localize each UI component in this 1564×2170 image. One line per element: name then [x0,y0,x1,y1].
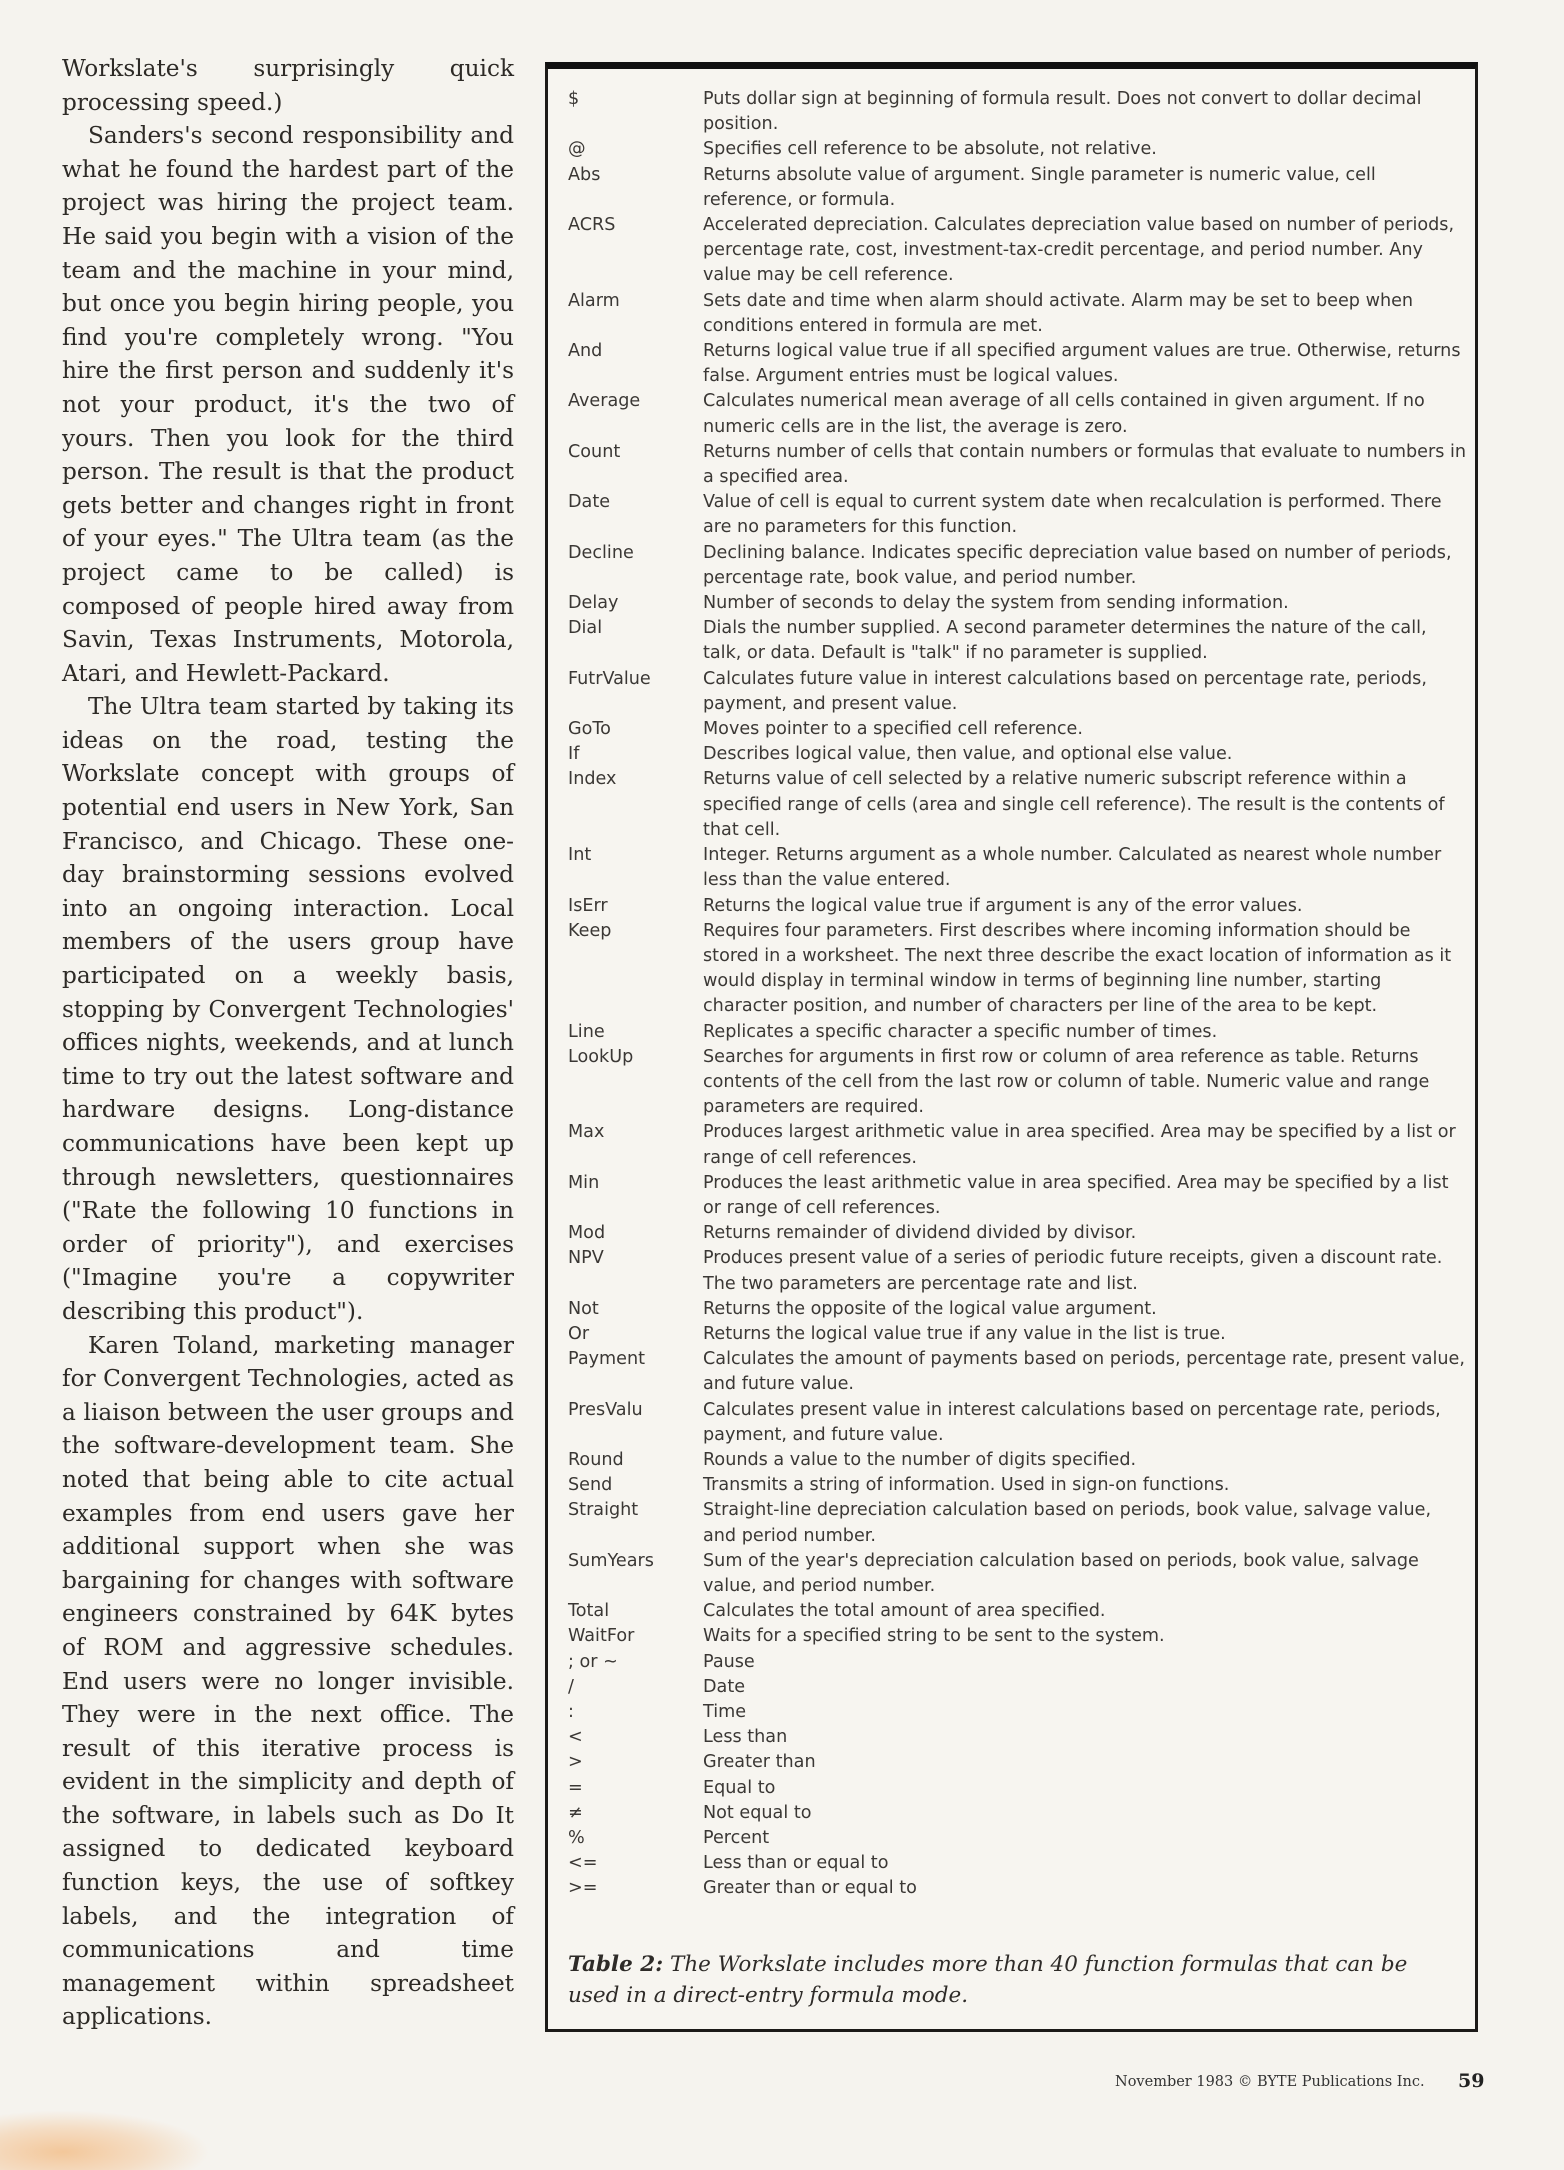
table-row [568,1776,1468,1801]
table-row [568,1498,1468,1548]
function-name: And [568,341,603,362]
function-name: LookUp [568,1046,634,1067]
table-row [568,87,1468,137]
function-description: Less than [703,1727,788,1748]
article-column [62,52,514,2034]
table-row [568,1624,1468,1649]
function-name: Decline [568,542,634,563]
function-description: Time [703,1702,747,1722]
function-description: Transmits a string of information. Used in sign-on functions. [703,1475,1230,1496]
table-row [568,1851,1468,1876]
function-description: Calculates the amount of payments based on periods, percentage rate, present value, and future value. [703,1349,1465,1395]
function-description: Requires four parameters. First describes where incoming information should be stored in a worksheet. The next three describe the exact location of information as it would display in terminal window in terms of beginning line number, starting character position, and number of characters per line of the area to be kept. [703,920,1452,1017]
function-description: Not equal to [703,1802,812,1823]
table-row [568,1398,1468,1448]
article-paragraph: Workslate's surprisingly quick processing speed.) [62,55,514,116]
function-description: Greater than [703,1752,816,1773]
function-description: Date [703,1676,746,1697]
function-name: Payment [568,1349,646,1370]
table-row [568,919,1468,1020]
article-paragraph: Sanders's second responsibility and what he found the hardest part of the project was hiring the project team. He said you begin with a vision of the team and the machine in your mind, but once you begin hiring people, you find you're completely wrong. "You hire the first person and suddenly it's not your product, it's the two of yours. Then you look for the third person. The result is that the product gets better and changes right in front of your eyes." The Ultra team (as the project came to be called) is composed of people hired away from Savin, Texas Instruments, Motorola, Atari, and Hewlett-Packard. [62,122,514,687]
table-row [568,137,1468,162]
function-description: Sum of the year's depreciation calculation based on periods, book value, salvage value, and period number. [703,1550,1419,1596]
table-row [568,440,1468,490]
function-name: / [568,1676,574,1697]
function-name: Abs [568,164,601,185]
function-name: >= [568,1878,598,1899]
table-row [568,1599,1468,1624]
function-name: FutrValue [568,668,651,689]
table-row [568,1549,1468,1599]
function-description: Calculates numerical mean average of all cells contained in given argument. If no numeric cells are in the list, the average is zero. [703,391,1425,437]
function-name: @ [568,139,586,160]
table-row [568,667,1468,717]
function-name: IsErr [568,895,608,916]
table-row [568,1120,1468,1170]
function-name: <= [568,1853,598,1874]
function-description: Calculates the total amount of area specified. [703,1601,1106,1622]
function-name: > [568,1752,583,1773]
function-description: Produces largest arithmetic value in area specified. Area may be specified by a list or range of cell references. [703,1122,1456,1168]
table-row [568,1246,1468,1296]
function-description: Pause [703,1651,755,1672]
function-name: Straight [568,1500,639,1521]
table-row [568,616,1468,666]
table-row [568,1876,1468,1901]
function-description: Greater than or equal to [703,1878,917,1899]
function-description: Waits for a specified string to be sent to the system. [703,1626,1165,1647]
function-name: ACRS [568,215,616,236]
page-footer-credit: November 1983 © BYTE Publications Inc. [1115,2074,1425,2090]
function-name: WaitFor [568,1626,635,1647]
function-name: SumYears [568,1550,654,1571]
table-row [568,742,1468,767]
function-description: Declining balance. Indicates specific depreciation value based on number of periods, percentage rate, book value, and period number. [703,542,1452,588]
function-table-rows [568,87,1468,1902]
function-description: Number of seconds to delay the system from sending information. [703,593,1289,614]
table-row [568,1750,1468,1775]
function-description: Dials the number supplied. A second parameter determines the nature of the call, talk, or data. Default is "talk" if no parameter is supplied. [703,618,1427,664]
table-row [568,1221,1468,1246]
function-description: Produces the least arithmetic value in area specified. Area may be specified by a list or range of cell references. [703,1172,1449,1218]
function-description: Calculates future value in interest calculations based on percentage rate, periods, payment, and present value. [703,668,1427,714]
paper-stain [0,2110,210,2170]
function-name: Delay [568,593,619,614]
function-name: % [568,1828,585,1849]
function-description: Returns the logical value true if any value in the list is true. [703,1323,1226,1344]
function-name: Line [568,1021,605,1042]
function-description: Puts dollar sign at beginning of formula result. Does not convert to dollar decimal position. [703,89,1422,135]
table-row [568,1826,1468,1851]
table-row [568,1700,1468,1725]
function-description: Produces present value of a series of periodic future receipts, given a discount rate. The two parameters are percentage rate and list. [703,1248,1443,1294]
table-row [568,1347,1468,1397]
function-name: GoTo [568,719,611,740]
function-name: If [568,744,580,765]
function-description: Specifies cell reference to be absolute, not relative. [703,139,1157,160]
function-table [545,62,1478,2032]
function-name: ≠ [568,1802,583,1823]
table-row [568,163,1468,213]
function-description: Value of cell is equal to current system date when recalculation is performed. There are no parameters for this function. [703,492,1442,538]
table-caption-text: The Workslate includes more than 40 function formulas that can be used in a direct-entry formula mode. [568,1952,1408,2008]
function-name: Keep [568,920,612,941]
table-row [568,490,1468,540]
table-row [568,1473,1468,1498]
table-row [568,213,1468,289]
function-description: Replicates a specific character a specific number of times. [703,1021,1218,1042]
table-row [568,289,1468,339]
function-name: < [568,1727,583,1748]
function-description: Returns value of cell selected by a relative numeric subscript reference within a specified range of cells (area and single cell reference). The result is the contents of that cell. [703,769,1445,840]
function-description: Searches for arguments in first row or column of area reference as table. Returns contents of the cell from the last row or column of table. Numeric value and range parameters are required. [703,1046,1430,1118]
table-row [568,767,1468,843]
function-name: Index [568,769,617,790]
function-name: Min [568,1172,600,1193]
function-name: PresValu [568,1399,643,1420]
function-description: Sets date and time when alarm should activate. Alarm may be set to beep when conditions entered in formula are met. [703,290,1414,336]
table-row [568,1725,1468,1750]
function-description: Percent [703,1828,770,1849]
function-description: Rounds a value to the number of digits specified. [703,1449,1137,1470]
function-name: $ [568,89,580,109]
function-name: : [568,1702,574,1722]
table-row [568,1801,1468,1826]
function-description: Equal to [703,1777,776,1798]
table-row [568,1650,1468,1675]
function-name: ; or ~ [568,1651,618,1672]
page-number: 59 [1458,2070,1485,2092]
table-row [568,1297,1468,1322]
function-description: Straight-line depreciation calculation based on periods, book value, salvage value, and period number. [703,1500,1432,1546]
function-name: NPV [568,1248,604,1269]
function-name: Not [568,1298,599,1319]
function-name: Alarm [568,290,620,311]
function-description: Describes logical value, then value, and optional else value. [703,744,1233,765]
function-name: Count [568,441,621,462]
function-description: Returns absolute value of argument. Single parameter is numeric value, cell reference, or formula. [703,164,1376,210]
table-row [568,1448,1468,1473]
function-name: Dial [568,618,603,639]
table-row [568,894,1468,919]
article-paragraph: The Ultra team started by taking its ideas on the road, testing the Workslate concept with groups of potential end users in New York, San Francisco, and Chicago. These one-day brainstorming sessions evolved into an ongoing interaction. Local members of the users group have participated on a weekly basis, stopping by Convergent Technologies' offices nights, weekends, and at lunch time to try out the latest software and hardware designs. Long-distance communications have been kept up through newsletters, questionnaires ("Rate the following 10 functions in order of priority"), and exercises ("Imagine you're a copywriter describing this product"). [62,693,514,1325]
function-description: Returns the logical value true if argument is any of the error values. [703,895,1303,916]
table-row [568,591,1468,616]
article-paragraph: Karen Toland, marketing manager for Convergent Technologies, acted as a liaison between the user groups and the software-development team. She noted that being able to cite actual examples from end users gave her additional support when she was bargaining for changes with software engineers constrained by 64K bytes of ROM and aggressive schedules. End users were no longer invisible. They were in the next office. The result of this iterative process is evident in the simplicity and depth of the software, in labels such as Do It assigned to dedicated keyboard function keys, the use of softkey labels, and the integration of communications and time management within spreadsheet applications. [62,1331,514,2031]
function-description: Returns remainder of dividend divided by divisor. [703,1223,1137,1244]
function-name: Total [568,1601,610,1622]
function-description: Returns logical value true if all specified argument values are true. Otherwise, returns false. Argument entries must be logical values. [703,341,1461,387]
table-row [568,339,1468,389]
table-row [568,541,1468,591]
table-row [568,1045,1468,1121]
table-row [568,717,1468,742]
table-row [568,1020,1468,1045]
function-description: Integer. Returns argument as a whole number. Calculated as nearest whole number less than the value entered. [703,845,1442,891]
table-row [568,1171,1468,1221]
function-description: Less than or equal to [703,1853,889,1874]
table-caption-label: Table 2: [568,1952,664,1977]
function-description: Moves pointer to a specified cell reference. [703,719,1083,740]
function-name: Or [568,1323,590,1344]
table-row [568,389,1468,439]
function-name: Date [568,492,611,513]
function-name: Max [568,1122,605,1143]
table-caption [568,1949,1458,2011]
function-name: Average [568,391,641,412]
function-name: Mod [568,1223,606,1244]
function-description: Accelerated depreciation. Calculates depreciation value based on number of periods, percentage rate, cost, investment-tax-credit percentage, and period number. Any value may be cell reference. [703,215,1455,286]
function-description: Calculates present value in interest calculations based on percentage rate, periods, payment, and future value. [703,1399,1441,1445]
function-name: = [568,1777,583,1798]
table-row [568,1675,1468,1700]
table-row [568,843,1468,893]
function-description: Returns number of cells that contain numbers or formulas that evaluate to numbers in a specified area. [703,441,1467,488]
function-name: Round [568,1449,624,1470]
function-description: Returns the opposite of the logical value argument. [703,1298,1157,1319]
function-name: Send [568,1475,613,1496]
table-row [568,1322,1468,1347]
function-name: Int [568,845,592,866]
